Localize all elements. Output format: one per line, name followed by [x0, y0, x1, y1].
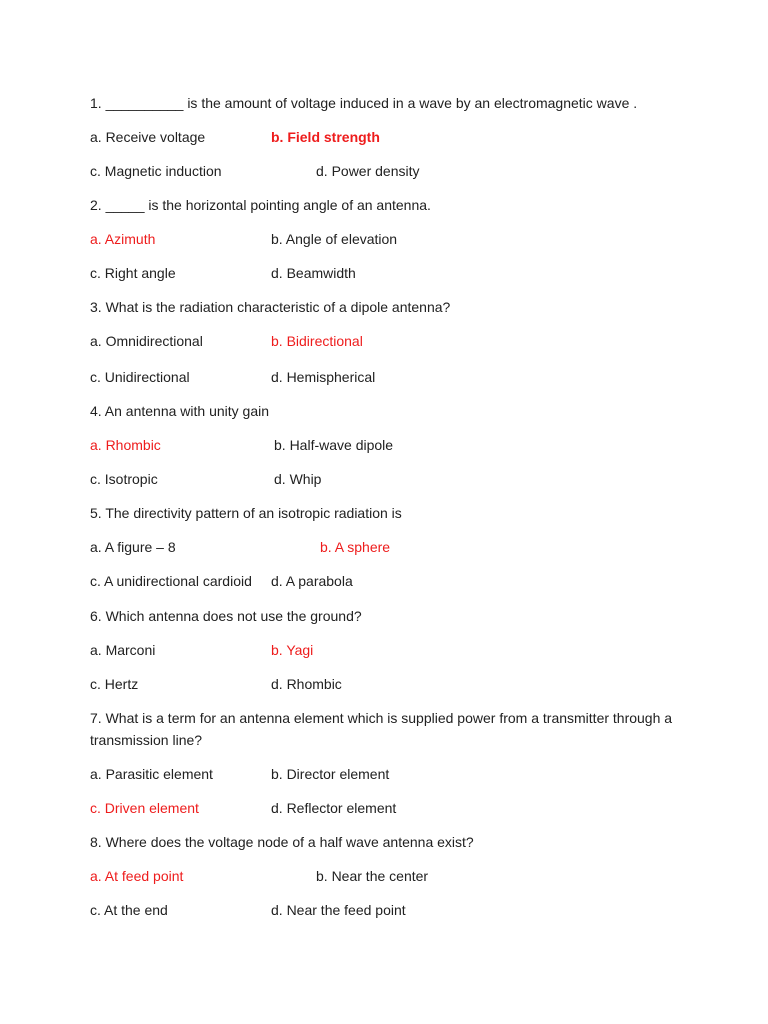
q5-option-a: a. A figure – 8 — [90, 539, 176, 555]
q8-option-c: c. At the end — [90, 902, 168, 918]
q5-option-c: c. A unidirectional cardioid — [90, 573, 252, 589]
q2-option-d: d. Beamwidth — [271, 265, 356, 281]
question-4: 4. An antenna with unity gain — [90, 403, 270, 419]
q8-option-a-answer: a. At feed point — [90, 868, 184, 884]
question-5: 5. The directivity pattern of an isotropic radiation is — [90, 505, 402, 521]
q7-option-a: a. Parasitic element — [90, 766, 213, 782]
q2-option-a-answer: a. Azimuth — [90, 231, 156, 247]
q1-option-a: a. Receive voltage — [90, 129, 206, 145]
q3-option-c: c. Unidirectional — [90, 369, 190, 385]
q8-option-d: d. Near the feed point — [271, 902, 406, 918]
q4-option-b: b. Half-wave dipole — [274, 437, 394, 453]
question-1: 1. __________ is the amount of voltage induced in a wave by an electromagnetic wave . — [90, 95, 638, 111]
q1-option-b-answer: b. Field strength — [271, 129, 380, 145]
question-3: 3. What is the radiation characteristic of a dipole antenna? — [90, 299, 451, 315]
q1-option-d: d. Power density — [316, 163, 420, 179]
q7-option-d: d. Reflector element — [271, 800, 397, 816]
q2-option-b: b. Angle of elevation — [271, 231, 398, 247]
q6-option-a: a. Marconi — [90, 642, 156, 658]
question-6: 6. Which antenna does not use the ground? — [90, 608, 362, 624]
q1-option-c: c. Magnetic induction — [90, 163, 222, 179]
q4-option-c: c. Isotropic — [90, 471, 158, 487]
q2-option-c: c. Right angle — [90, 265, 176, 281]
q3-option-d: d. Hemispherical — [271, 369, 376, 385]
q3-option-a: a. Omnidirectional — [90, 333, 203, 349]
q8-option-b: b. Near the center — [316, 868, 429, 884]
q6-option-b-answer: b. Yagi — [271, 642, 314, 658]
q4-option-a-answer: a. Rhombic — [90, 437, 161, 453]
q4-option-d: d. Whip — [274, 471, 322, 487]
q7-option-b: b. Director element — [271, 766, 390, 782]
q5-option-b-answer: b. A sphere — [320, 539, 391, 555]
q6-option-c: c. Hertz — [90, 676, 139, 692]
q6-option-d: d. Rhombic — [271, 676, 342, 692]
question-8: 8. Where does the voltage node of a half wave antenna exist? — [90, 834, 474, 850]
q5-option-d: d. A parabola — [271, 573, 353, 589]
q3-option-b-answer: b. Bidirectional — [271, 333, 363, 349]
question-7: 7. What is a term for an antenna element which is supplied power from a transmitter through a transmission line? — [90, 710, 673, 748]
question-2: 2. _____ is the horizontal pointing angle of an antenna. — [90, 197, 431, 213]
q7-option-c-answer: c. Driven element — [90, 800, 199, 816]
